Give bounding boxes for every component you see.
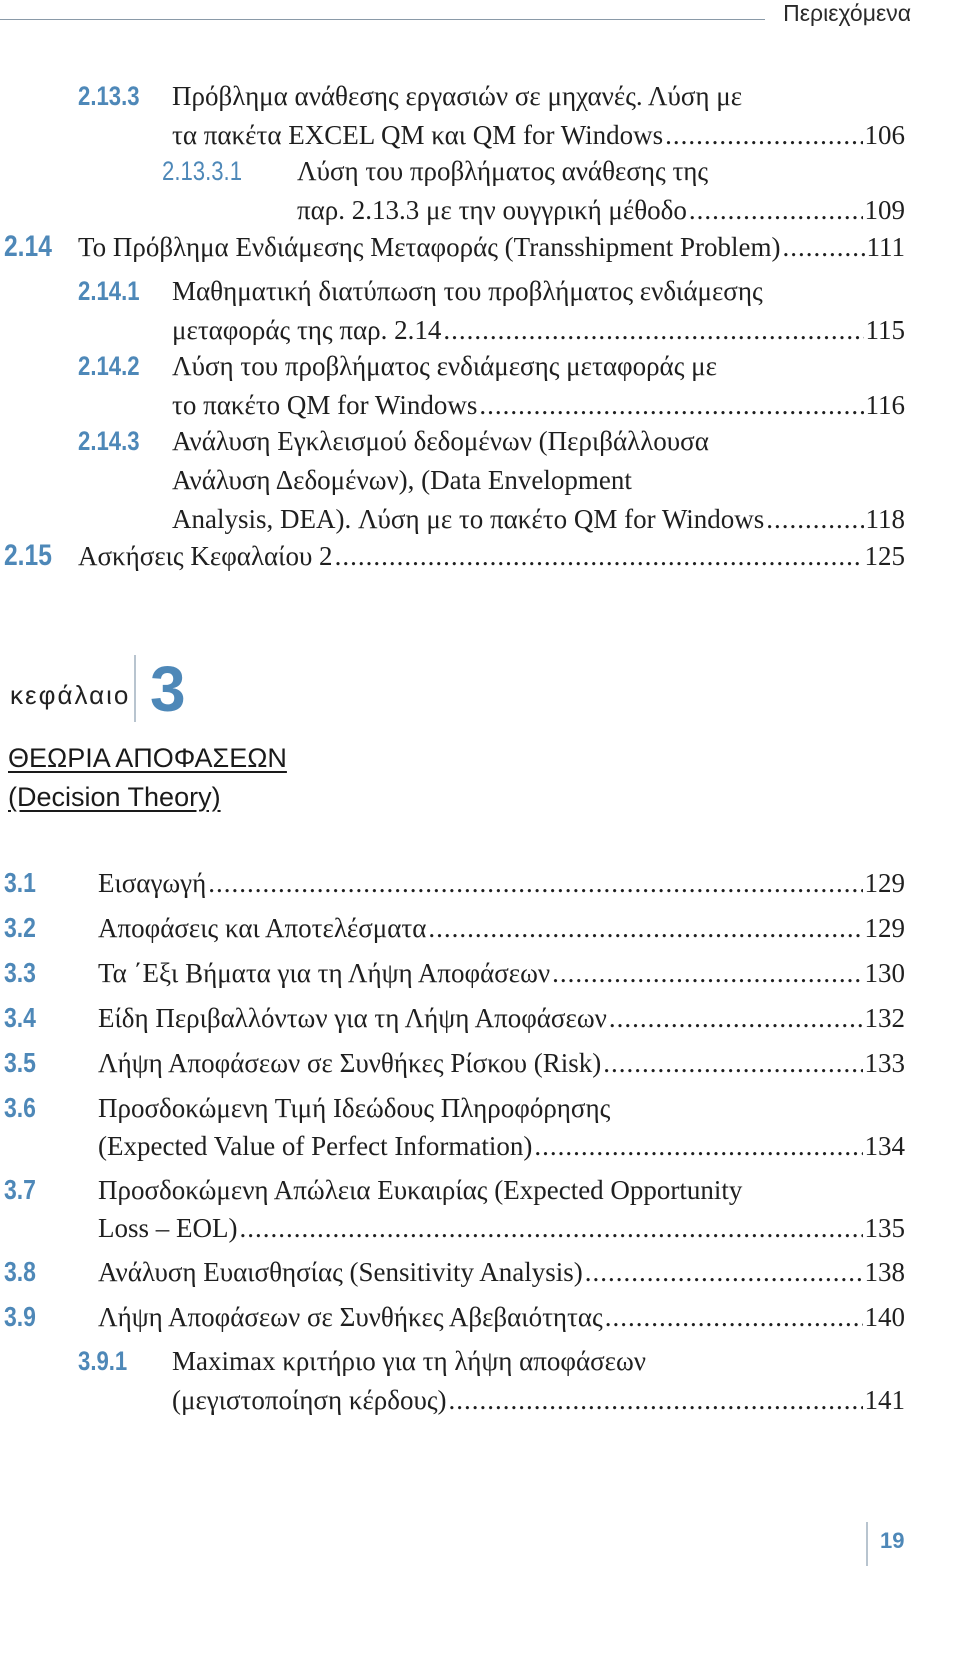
section-number: 2.15 xyxy=(4,539,52,572)
page-number: 134 xyxy=(864,1131,905,1161)
toc-entry-3-1[interactable] xyxy=(4,859,905,906)
section-title: Αποφάσεις και Αποτελέσματα xyxy=(98,913,427,943)
section-title-cont: (Expected Value of Perfect Information) xyxy=(98,1131,533,1161)
chapter-title-english: (Decision Theory) xyxy=(8,782,221,812)
section-title: Ασκήσεις Κεφαλαίου 2 xyxy=(78,541,333,571)
section-title: Προσδοκώμενη Απώλεια Ευκαιρίας (Expected Opportunity xyxy=(98,1175,743,1205)
section-title: Ανάλυση Εγκλεισμού δεδομένων (Περιβάλλουσα xyxy=(172,426,709,456)
leader-dots xyxy=(585,1249,863,1296)
section-title-cont: Loss – EOL) xyxy=(98,1213,238,1243)
toc-entry-2-13-3[interactable] xyxy=(78,77,905,155)
leader-dots xyxy=(605,1294,863,1341)
page-number: 111 xyxy=(866,232,905,262)
section-title: Λήψη Αποφάσεων σε Συνθήκες Ρίσκου (Risk) xyxy=(98,1048,602,1078)
section-title-cont: (μεγιστοποίηση κέρδους) xyxy=(172,1385,447,1415)
page-number: 109 xyxy=(864,195,905,225)
page-number: 132 xyxy=(864,1003,905,1033)
toc-entry-2-15[interactable] xyxy=(4,536,905,575)
section-number: 2.14 xyxy=(4,230,52,263)
leader-dots xyxy=(479,386,863,425)
toc-entry-2-14-2[interactable] xyxy=(78,347,905,425)
page-number: 138 xyxy=(864,1257,905,1287)
section-title: Είδη Περιβαλλόντων για τη Λήψη Αποφάσεων xyxy=(98,1003,607,1033)
leader-dots xyxy=(609,995,863,1042)
toc-entry-3-8[interactable] xyxy=(4,1248,905,1295)
leader-dots xyxy=(782,228,864,267)
leader-dots xyxy=(534,1127,862,1166)
toc-entry-3-2[interactable] xyxy=(4,904,905,951)
section-title: Εισαγωγή xyxy=(98,868,207,898)
section-number: 3.5 xyxy=(4,1047,36,1078)
section-title: Λήψη Αποφάσεων σε Συνθήκες Αβεβαιότητας xyxy=(98,1302,603,1332)
section-number: 3.6 xyxy=(4,1092,36,1123)
section-title-cont: το πακέτο QM for Windows xyxy=(172,390,478,420)
page-number: 140 xyxy=(864,1302,905,1332)
chapter-title: ΘΕΩΡΙΑ ΑΠΟΦΑΣΕΩΝ xyxy=(8,743,287,773)
section-number: 3.9 xyxy=(4,1301,36,1332)
page-number: 116 xyxy=(865,390,905,420)
section-title: Maximax κριτήριο για τη λήψη αποφάσεων xyxy=(172,1346,646,1376)
section-title: Λύση του προβλήματος ανάθεσης της xyxy=(297,156,709,186)
leader-dots xyxy=(665,116,862,155)
section-number: 3.2 xyxy=(4,912,36,943)
page-number: 133 xyxy=(864,1048,905,1078)
running-header: Περιεχόμενα xyxy=(783,0,911,26)
section-number: 2.14.3 xyxy=(78,426,140,456)
section-number: 3.8 xyxy=(4,1256,36,1287)
section-title: Ανάλυση Ευαισθησίας (Sensitivity Analysis) xyxy=(98,1257,583,1287)
page-number: 125 xyxy=(864,541,905,571)
toc-entry-3-9[interactable] xyxy=(4,1293,905,1340)
page-number: 115 xyxy=(865,315,905,345)
leader-dots xyxy=(766,500,863,539)
chapter-label: κεφάλαιο xyxy=(10,680,131,710)
section-number: 3.1 xyxy=(4,867,36,898)
page-number: 129 xyxy=(864,868,905,898)
section-number: 2.13.3 xyxy=(78,81,140,111)
chapter-number: 3 xyxy=(150,653,186,725)
toc-entry-3-9-1[interactable] xyxy=(78,1342,905,1420)
section-title-cont: τα πακέτα EXCEL QM και QM for Windows xyxy=(172,120,664,150)
section-number: 2.13.3.1 xyxy=(162,156,243,186)
section-number: 3.9.1 xyxy=(78,1346,128,1376)
page-number: 130 xyxy=(864,958,905,988)
leader-dots xyxy=(443,311,863,350)
page-number: 106 xyxy=(864,120,905,150)
page-number: 141 xyxy=(864,1385,905,1415)
section-title-cont: παρ. 2.13.3 με την ουγγρική μέθοδο xyxy=(297,195,687,225)
toc-entry-3-5[interactable] xyxy=(4,1039,905,1086)
toc-entry-2-14[interactable] xyxy=(4,227,905,266)
section-number: 3.3 xyxy=(4,957,36,988)
page-number: 129 xyxy=(864,913,905,943)
section-title-cont: Analysis, DEA). Λύση με το πακέτο QM for Windows xyxy=(172,504,765,534)
folio-page-number: 19 xyxy=(880,1528,905,1553)
header-rule xyxy=(0,19,765,20)
leader-dots xyxy=(689,191,863,230)
leader-dots xyxy=(208,860,862,907)
footer-rule xyxy=(866,1522,868,1566)
section-title: Λύση του προβλήματος ενδιάμεσης μεταφοράς με xyxy=(172,351,717,381)
chapter-divider xyxy=(134,655,136,722)
toc-entry-3-7[interactable] xyxy=(4,1170,905,1248)
leader-dots xyxy=(603,1040,862,1087)
toc-entry-3-3[interactable] xyxy=(4,949,905,996)
toc-entry-2-14-1[interactable] xyxy=(78,272,905,350)
section-title: Μαθηματική διατύπωση του προβλήματος ενδιάμεσης xyxy=(172,276,763,306)
leader-dots xyxy=(335,537,863,576)
section-title: Το Πρόβλημα Ενδιάμεσης Μεταφοράς (Transshipment Problem) xyxy=(78,232,781,262)
toc-entry-3-6[interactable] xyxy=(4,1088,905,1166)
section-number: 2.14.2 xyxy=(78,351,140,381)
toc-entry-2-13-3-1[interactable] xyxy=(162,152,905,230)
section-number: 3.7 xyxy=(4,1174,36,1205)
section-number: 3.4 xyxy=(4,1002,36,1033)
section-title-cont: Ανάλυση Δεδομένων), (Data Envelopment xyxy=(172,465,632,495)
page-number: 118 xyxy=(865,504,905,534)
leader-dots xyxy=(449,1381,863,1420)
section-title: Τα ΄Εξι Βήματα για τη Λήψη Αποφάσεων xyxy=(98,958,551,988)
section-title: Προσδοκώμενη Τιμή Ιδεώδους Πληροφόρησης xyxy=(98,1093,611,1123)
toc-entry-3-4[interactable] xyxy=(4,994,905,1041)
leader-dots xyxy=(239,1209,862,1248)
leader-dots xyxy=(552,950,862,997)
leader-dots xyxy=(428,905,862,952)
section-title-cont: μεταφοράς της παρ. 2.14 xyxy=(172,315,442,345)
page-number: 135 xyxy=(864,1213,905,1243)
section-number: 2.14.1 xyxy=(78,276,140,306)
toc-entry-2-14-3[interactable] xyxy=(78,422,905,539)
section-title: Πρόβλημα ανάθεσης εργασιών σε μηχανές. Λύση με xyxy=(172,81,743,111)
